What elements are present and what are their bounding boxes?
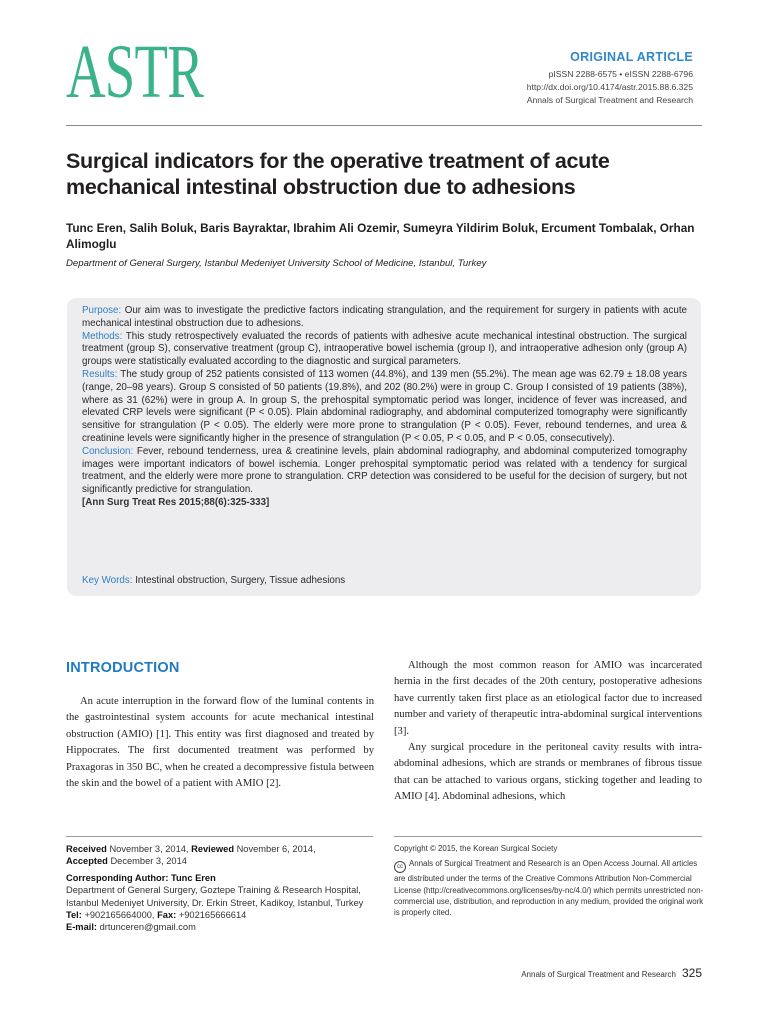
reviewed-date: November 6, 2014, xyxy=(236,844,316,854)
keywords-text: Intestinal obstruction, Surgery, Tissue adhesions xyxy=(135,575,346,586)
article-title: Surgical indicators for the operative treatment of acute mechanical intestinal obstruction due to adhesions xyxy=(66,149,610,199)
results-label: Results: xyxy=(82,368,118,380)
results-text: The study group of 252 patients consisted of 113 women (44.8%), and 139 men (55.2%). The mean age was 62.79 ± 18.08 years (range, 20–98 years). Group S consisted of 50 patients (19.8%), and 202 (80.2%) were in group C. Group I consisted of 19 patients (38%), where as 31 (62%) were in group A. In group S, the prehospital symptomatic period was longer, incidence of fever was increased, and elevated CRP levels were significant (P < 0.05). Plain abdominal radiography, and abdominal computerized tomography were significantly sensitive for strangulation (P < 0.05). The elderly were more prone to strangulation (P < 0.05). Fever, rebound tendernes, and urea & creatinine levels were significantly higher in the presence of strangulation (P < 0.05, P < 0.05, and P < 0.05, consecutively). xyxy=(82,368,688,444)
author-list: Tunc Eren, Salih Boluk, Baris Bayraktar, Ibrahim Ali Ozemir, Sumeyra Yildirim Boluk, Ercument Tombalak, Orhan Alimoglu xyxy=(66,221,695,251)
footer-divider-left xyxy=(66,836,373,837)
abstract-results xyxy=(82,369,687,446)
footer-journal-name: Annals of Surgical Treatment and Research xyxy=(521,970,676,979)
article-type: ORIGINAL ARTICLE xyxy=(570,50,693,64)
page-number: 325 xyxy=(681,966,702,980)
issn: pISSN 2288-6575 • eISSN 2288-6796 xyxy=(548,69,693,79)
fax-label: Fax: xyxy=(157,910,177,921)
reviewed-label: Reviewed xyxy=(191,844,234,854)
methods-label: Methods: xyxy=(82,330,123,342)
journal-name: Annals of Surgical Treatment and Research xyxy=(526,95,693,105)
intro-paragraph-1: An acute interruption in the forward flow of the luminal contents in the gastrointestinal system accounts for acute mechanical intestinal obstruction (AMIO) [1]. This entity was first diagnosed and treated by Hippocrates. The first documented treatment was performed by Praxagoras in 350 BC, when he created a decompressive fistula between the skin and the bowel of a patient with AMIO [2]. xyxy=(66,696,374,790)
body-column-left xyxy=(66,694,374,792)
copyright-text: Copyright © 2015, the Korean Surgical Society xyxy=(394,844,558,853)
abstract-methods xyxy=(82,331,687,369)
accepted-date: December 3, 2014 xyxy=(110,856,187,867)
doi-link[interactable]: http://dx.doi.org/10.4174/astr.2015.88.6.325 xyxy=(526,82,693,92)
section-heading-introduction: INTRODUCTION xyxy=(66,660,180,676)
keywords xyxy=(82,575,345,586)
abstract-purpose xyxy=(82,305,687,331)
article-history xyxy=(66,843,376,934)
abstract-text xyxy=(82,305,687,510)
abstract-conclusion xyxy=(82,446,687,497)
author-address: Department of General Surgery, Goztepe Training & Research Hospital, Istanbul Medeniyet University, Dr. Erkin Street, Kadikoy, Istanbul, Turkey xyxy=(66,885,364,908)
body-column-right xyxy=(394,658,702,806)
accepted-label: Accepted xyxy=(66,856,108,867)
page-footer xyxy=(521,966,702,980)
tel-label: Tel: xyxy=(66,910,82,921)
received-label: Received xyxy=(66,844,107,854)
journal-logo: ASTR xyxy=(66,30,204,114)
affiliation: Department of General Surgery, Istanbul Medeniyet University School of Medicine, Istanbul, Turkey xyxy=(66,258,487,269)
intro-paragraph-2: Although the most common reason for AMIO was incarcerated hernia in the first decades of the 20th century, postoperative adhesions have currently taken first place as an etiological factor due to increased number and variety of therapeutic intra-abdominal surgical interventions [3]. xyxy=(394,660,702,737)
conclusion-text: Fever, rebound tenderness, urea & creatinine levels, plain abdominal radiography, and abdominal computerized tomography images were important indicators of bowel ischemia. Longer prehospital symptomatic period was related with a tendency for surgical treatment, and the elderly were more prone to strangulation. CRP detection was considered to be useful for the decision of surgery, but not significantly predictive for strangulation. xyxy=(82,445,687,496)
intro-paragraph-3: Any surgical procedure in the peritoneal cavity results with intra-abdominal adhesions, which are strands or membranes of fibrous tissue that can be attached to various organs, sticking together and leading to AMIO [4]. Abdominal adhesions, which xyxy=(394,742,702,803)
creative-commons-icon: cc xyxy=(394,861,406,873)
header-divider xyxy=(66,125,702,126)
footer-divider-right xyxy=(394,836,702,837)
received-date: November 3, 2014, xyxy=(109,844,189,854)
tel-number: +902165664000, xyxy=(84,910,155,921)
keywords-label: Key Words: xyxy=(82,575,133,586)
conclusion-label: Conclusion: xyxy=(82,445,134,457)
email-label: E-mail: xyxy=(66,922,97,933)
methods-text: This study retrospectively evaluated the records of patients with adhesive acute mechanical intestinal obstruction. The surgical treatment (group S), conservative treatment (group C), intraoperative bowel ischemia (group I), and intraoperative adhesion only (group A) groups were statistically evaluated according to the diagnostic and surgical parameters. xyxy=(82,330,687,368)
corresponding-author: Corresponding Author: Tunc Eren xyxy=(66,872,216,883)
email-link[interactable]: drtunceren@gmail.com xyxy=(99,922,196,933)
license-text: Annals of Surgical Treatment and Research is an Open Access Journal. All articles are distributed under the terms of the Creative Commons Attribution Non-Commercial License (http://creativecommons.org/licenses/by-nc/4.0/) which permits unrestricted non-commercial use, distribution, and reproduction in any medium, provided the original work is properly cited. xyxy=(394,859,704,918)
citation: [Ann Surg Treat Res 2015;88(6):325-333] xyxy=(82,496,270,508)
purpose-text: Our aim was to investigate the predictive factors indicating strangulation, and the requirement for surgery in patients with acute mechanical intestinal obstruction due to adhesions. xyxy=(82,305,687,329)
fax-number: +902165666614 xyxy=(178,910,247,921)
purpose-label: Purpose: xyxy=(82,305,122,316)
header-meta xyxy=(527,50,693,107)
copyright-block xyxy=(394,843,704,918)
